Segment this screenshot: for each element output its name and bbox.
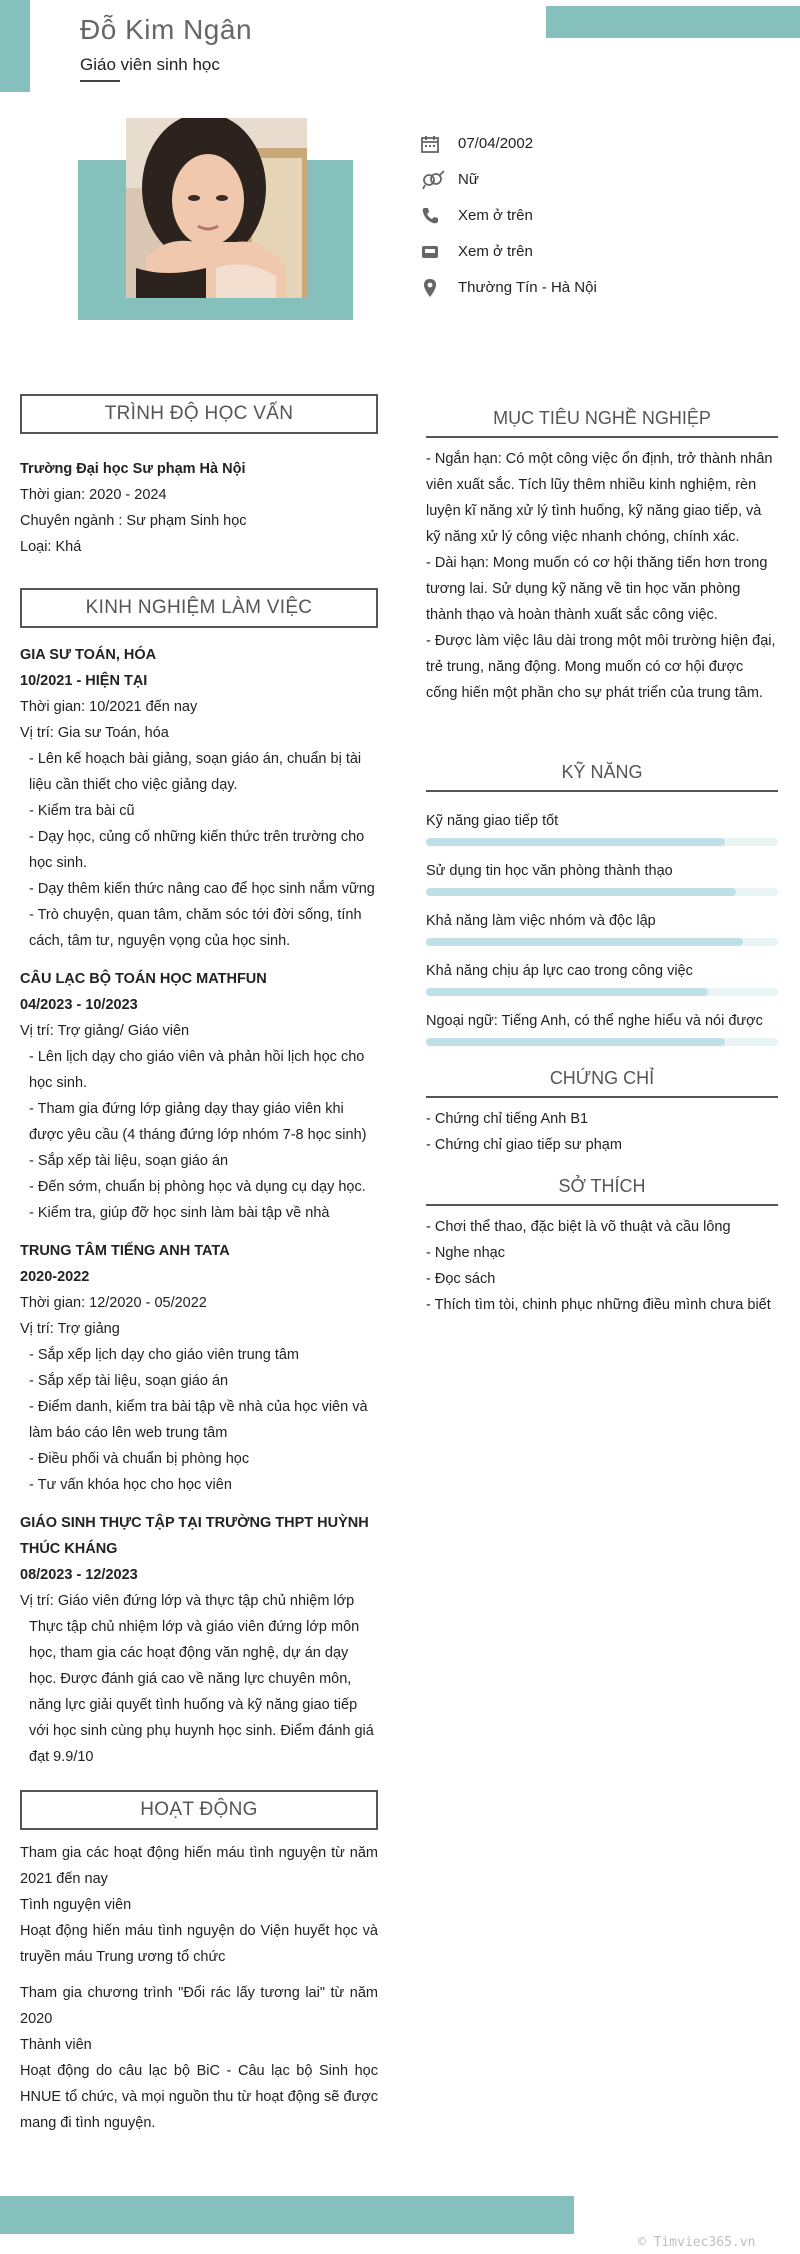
experience-item (20, 966, 378, 1226)
experience-line: Vị trí: Trợ giảng/ Giáo viên (20, 1023, 190, 1039)
skill-item (426, 808, 778, 846)
experience-line: Thời gian: 10/2021 đến nay (20, 699, 198, 715)
skill-bar (426, 938, 778, 946)
activity-item (20, 1840, 378, 1970)
corner-accent-top-right (546, 6, 800, 38)
contact-dob (420, 126, 760, 162)
experience-task: - Tham gia đứng lớp giảng dạy thay giáo viên khi được yêu cầu (4 tháng đứng lớp nhóm 7-8 học sinh) (29, 1101, 367, 1143)
activity-desc: Hoạt động hiến máu tình nguyện do Viện huyết học và truyền máu Trung ương tổ chức (20, 1923, 378, 1965)
activity-desc: Hoạt động do câu lạc bộ BiC - Câu lạc bộ Sinh học HNUE tổ chức, và mọi nguồn thu từ hoạt động sẽ được mang đi tình nguyện. (20, 2063, 378, 2131)
left-column (20, 394, 378, 2136)
contact-gender-text: Nữ (458, 171, 479, 188)
experience-title: GIA SƯ TOÁN, HÓA (20, 647, 157, 663)
contact-phone-text: Xem ở trên (458, 207, 533, 224)
experience-item (20, 1510, 378, 1770)
experience-period: 10/2021 - HIỆN TẠI (20, 673, 148, 689)
experience-title: CÂU LẠC BỘ TOÁN HỌC MATHFUN (20, 971, 267, 987)
experience-line: Vị trí: Gia sư Toán, hóa (20, 725, 169, 741)
experience-task: - Tư vấn khóa học cho học viên (29, 1477, 232, 1493)
candidate-name: Đỗ Kim Ngân (80, 14, 253, 45)
skill-bar (426, 838, 778, 846)
calendar-icon (420, 133, 458, 155)
certificates-heading: CHỨNG CHỈ (426, 1064, 778, 1098)
experience-task: - Sắp xếp lịch dạy cho giáo viên trung tâm (29, 1347, 300, 1363)
experience-task: - Kiểm tra, giúp đỡ học sinh làm bài tập về nhà (29, 1205, 330, 1221)
contact-gender (420, 162, 760, 198)
skill-label: Kỹ năng giao tiếp tốt (426, 813, 559, 829)
education-rank: Loại: Khá (20, 539, 82, 555)
skill-item (426, 1008, 778, 1046)
contact-location (420, 270, 760, 306)
title-underline (80, 80, 120, 82)
hobby-item: - Chơi thể thao, đặc biệt là võ thuật và cầu lông (426, 1219, 731, 1235)
experience-period: 04/2023 - 10/2023 (20, 997, 138, 1013)
experience-line: Vị trí: Giáo viên đứng lớp và thực tập chủ nhiệm lớp (20, 1593, 355, 1609)
skill-label: Sử dụng tin học văn phòng thành thạo (426, 863, 673, 879)
objective-paragraph: - Dài hạn: Mong muốn có cơ hội thăng tiến hơn trong tương lai. Sử dụng kỹ năng về tin học văn phòng thành thạo và hoàn thành xuất sắc công việc. (426, 555, 768, 623)
skill-item (426, 908, 778, 946)
experience-period: 2020-2022 (20, 1269, 90, 1285)
skill-bar-fill (426, 938, 743, 946)
experience-period: 08/2023 - 12/2023 (20, 1567, 138, 1583)
contact-location-text: Thường Tín - Hà Nội (458, 279, 597, 296)
job-title: Giáo viên sinh học (80, 55, 220, 74)
footer-watermark: © Timviec365.vn (638, 2235, 756, 2250)
corner-accent-top-left (0, 0, 30, 92)
experience-task: - Dạy học, củng cố những kiến thức trên trường cho học sinh. (29, 829, 365, 871)
experience-task: - Trò chuyện, quan tâm, chăm sóc tới đời sống, tính cách, tâm tư, nguyện vọng của học sinh. (29, 907, 362, 949)
experience-task: - Dạy thêm kiến thức nâng cao để học sinh nắm vững (29, 881, 375, 897)
experience-item (20, 1238, 378, 1498)
experience-line: Vị trí: Trợ giảng (20, 1321, 120, 1337)
experience-task: - Điểm danh, kiểm tra bài tập về nhà của học viên và làm báo cáo lên web trung tâm (29, 1399, 368, 1441)
skills-list (426, 808, 778, 1046)
education-time: Thời gian: 2020 - 2024 (20, 487, 167, 503)
experience-title: TRUNG TÂM TIẾNG ANH TATA (20, 1243, 230, 1259)
contact-info (420, 126, 760, 306)
skill-label: Khả năng làm việc nhóm và độc lập (426, 913, 656, 929)
experience-task: - Điều phối và chuẩn bị phòng học (29, 1451, 250, 1467)
contact-email-text: Xem ở trên (458, 243, 533, 260)
experience-task: Thực tập chủ nhiệm lớp và giáo viên đứng lớp môn học, tham gia các hoạt động văn nghệ, dự án dạy học. Được đánh giá cao về năng lực chuyên môn, năng lực giải quyết tình huống và kỹ năng giao tiếp với học sinh cùng phụ huynh học sinh. Điểm đánh giá đạt 9.9/10 (29, 1619, 374, 1765)
skill-label: Ngoại ngữ: Tiếng Anh, có thể nghe hiểu và nói được (426, 1013, 763, 1029)
skills-heading: KỸ NĂNG (426, 758, 778, 792)
hobby-item: - Thích tìm tòi, chinh phục những điều mình chưa biết (426, 1297, 771, 1313)
experience-task: - Lên lịch dạy cho giáo viên và phản hồi lịch học cho học sinh. (29, 1049, 365, 1091)
contact-dob-text: 07/04/2002 (458, 135, 534, 152)
right-column (426, 404, 778, 1318)
hobbies-heading: SỞ THÍCH (426, 1172, 778, 1206)
experience-task: - Lên kế hoạch bài giảng, soạn giáo án, chuẩn bị tài liệu cần thiết cho việc giảng dạy. (29, 751, 362, 793)
hobby-item: - Nghe nhạc (426, 1245, 505, 1261)
objective-paragraph: - Được làm việc lâu dài trong một môi trường hiện đại, trẻ trung, năng động. Mong muốn có cơ hội được cống hiến một phần cho sự phát triển của trung tâm. (426, 633, 776, 701)
location-icon (420, 277, 458, 299)
skill-bar-fill (426, 1038, 725, 1046)
activity-title: Tham gia chương trình "Đổi rác lấy tương lai" từ năm 2020 (20, 1985, 378, 2027)
activity-role: Thành viên (20, 2037, 92, 2053)
skill-bar-fill (426, 888, 736, 896)
education-school: Trường Đại học Sư phạm Hà Nội (20, 461, 246, 477)
activity-item (20, 1980, 378, 2136)
hobby-item: - Đọc sách (426, 1271, 496, 1287)
contact-email (420, 234, 760, 270)
experience-task: - Sắp xếp tài liệu, soạn giáo án (29, 1153, 229, 1169)
activities-heading: HOẠT ĐỘNG (20, 1790, 378, 1830)
activity-title: Tham gia các hoạt động hiến máu tình nguyện từ năm 2021 đến nay (20, 1845, 378, 1887)
objective-paragraph: - Ngắn hạn: Có một công việc ổn định, trở thành nhân viên xuất sắc. Tích lũy thêm nhiều kinh nghiệm, rèn luyện kĩ năng xử lý tình huống, kỹ năng giao tiếp, và kỹ năng xử lý công việc nhanh chóng, chính xác. (426, 451, 773, 545)
skill-bar-fill (426, 988, 708, 996)
skill-bar (426, 988, 778, 996)
education-heading: TRÌNH ĐỘ HỌC VẤN (20, 394, 378, 434)
profile-photo (126, 118, 307, 298)
experience-task: - Kiểm tra bài cũ (29, 803, 135, 819)
skill-bar (426, 1038, 778, 1046)
experience-task: - Sắp xếp tài liệu, soạn giáo án (29, 1373, 229, 1389)
contact-phone (420, 198, 760, 234)
experience-item (20, 642, 378, 954)
email-icon (420, 241, 458, 263)
education-major: Chuyên ngành : Sư phạm Sinh học (20, 513, 247, 529)
activity-role: Tình nguyện viên (20, 1897, 132, 1913)
skill-item (426, 858, 778, 896)
experience-task: - Đến sớm, chuẩn bị phòng học và dụng cụ dạy học. (29, 1179, 366, 1195)
skill-bar (426, 888, 778, 896)
skill-bar-fill (426, 838, 725, 846)
experience-title: GIÁO SINH THỰC TẬP TẠI TRƯỜNG THPT HUỲNH THÚC KHÁNG (20, 1515, 369, 1557)
experience-line: Thời gian: 12/2020 - 05/2022 (20, 1295, 207, 1311)
skill-item (426, 958, 778, 996)
certificate-item: - Chứng chỉ tiếng Anh B1 (426, 1111, 589, 1127)
footer-accent-bar (0, 2196, 574, 2234)
objective-heading: MỤC TIÊU NGHỀ NGHIỆP (426, 404, 778, 438)
phone-icon (420, 205, 458, 227)
gender-icon (420, 169, 458, 191)
certificate-item: - Chứng chỉ giao tiếp sư phạm (426, 1137, 622, 1153)
skill-label: Khả năng chịu áp lực cao trong công việc (426, 963, 693, 979)
experience-heading: KINH NGHIỆM LÀM VIỆC (20, 588, 378, 628)
